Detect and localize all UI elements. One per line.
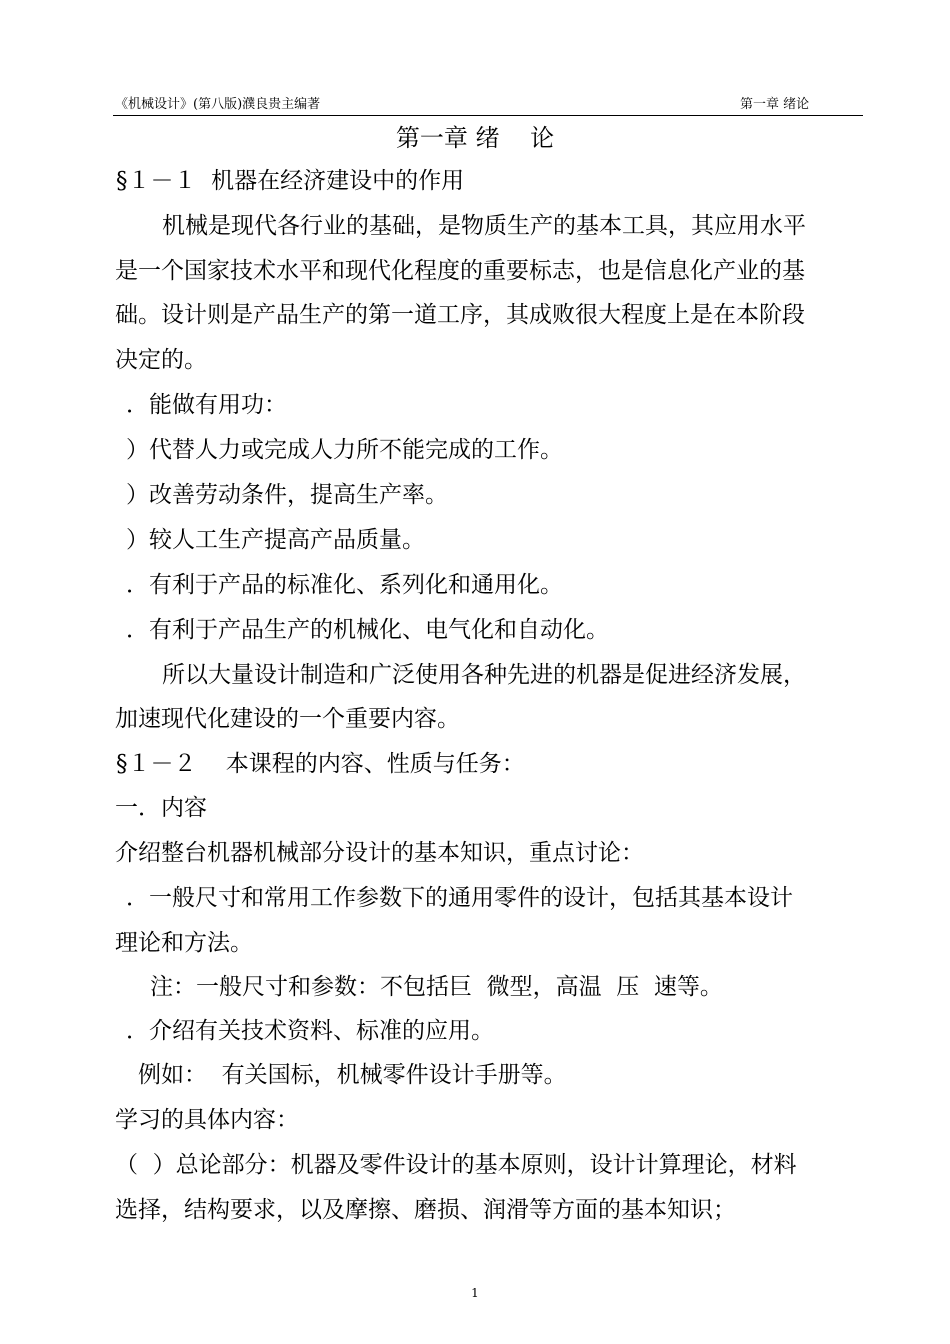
note-line: 注：一般尺寸和参数：不包括巨 微型，高温 压 速等。 xyxy=(150,974,723,1000)
list-item: ．介绍有关技术资料、标准的应用。 xyxy=(126,1018,494,1044)
list-item: ）较人工生产提高产品质量。 xyxy=(126,527,425,553)
header-rule xyxy=(113,115,863,116)
list-item: ．一般尺寸和常用工作参数下的通用零件的设计，包括其基本设计 xyxy=(126,885,793,911)
header-chapter-name: 第一章 绪论 xyxy=(740,97,810,112)
list-item: ．有利于产品的标准化、系列化和通用化。 xyxy=(126,572,563,598)
paragraph-line: 加速现代化建设的一个重要内容。 xyxy=(115,706,460,732)
paragraph-line: 选择，结构要求，以及摩擦、磨损、润滑等方面的基本知识； xyxy=(115,1197,736,1223)
paragraph-line: 决定的。 xyxy=(115,347,207,373)
paragraph-line: 介绍整台机器机械部分设计的基本知识，重点讨论： xyxy=(115,840,644,866)
section-heading-1-2: §１－２ 本课程的内容、性质与任务： xyxy=(116,751,525,777)
header-book-title: 《机械设计》(第八版)濮良贵主编著 xyxy=(115,97,321,112)
list-item: ．能做有用功： xyxy=(126,392,287,418)
example-line: 例如： 有关国标，机械零件设计手册等。 xyxy=(138,1062,567,1088)
paragraph-line: 理论和方法。 xyxy=(115,930,253,956)
paragraph-line: 机械是现代各行业的基础，是物质生产的基本工具，其应用水平 xyxy=(162,213,806,239)
list-item: ．有利于产品生产的机械化、电气化和自动化。 xyxy=(126,617,609,643)
paragraph-line: 是一个国家技术水平和现代化程度的重要标志，也是信息化产业的基 xyxy=(115,258,805,284)
subsection-heading: 一．内容 xyxy=(115,795,207,821)
paragraph-line: 所以大量设计制造和广泛使用各种先进的机器是促进经济发展， xyxy=(162,662,806,688)
page-number: 1 xyxy=(471,1286,479,1300)
section-heading-1-1: §１－１ 机器在经济建设中的作用 xyxy=(116,168,465,194)
paragraph-line: 础。设计则是产品生产的第一道工序，其成败很大程度上是在本阶段 xyxy=(115,302,805,328)
chapter-title: 第一章 绪 论 xyxy=(395,124,555,152)
list-item: ）改善劳动条件，提高生产率。 xyxy=(126,482,448,508)
paragraph-line: 学习的具体内容： xyxy=(115,1107,299,1133)
list-item: ）代替人力或完成人力所不能完成的工作。 xyxy=(126,437,563,463)
list-item: （ ）总论部分：机器及零件设计的基本原则，设计计算理论，材料 xyxy=(115,1152,797,1178)
